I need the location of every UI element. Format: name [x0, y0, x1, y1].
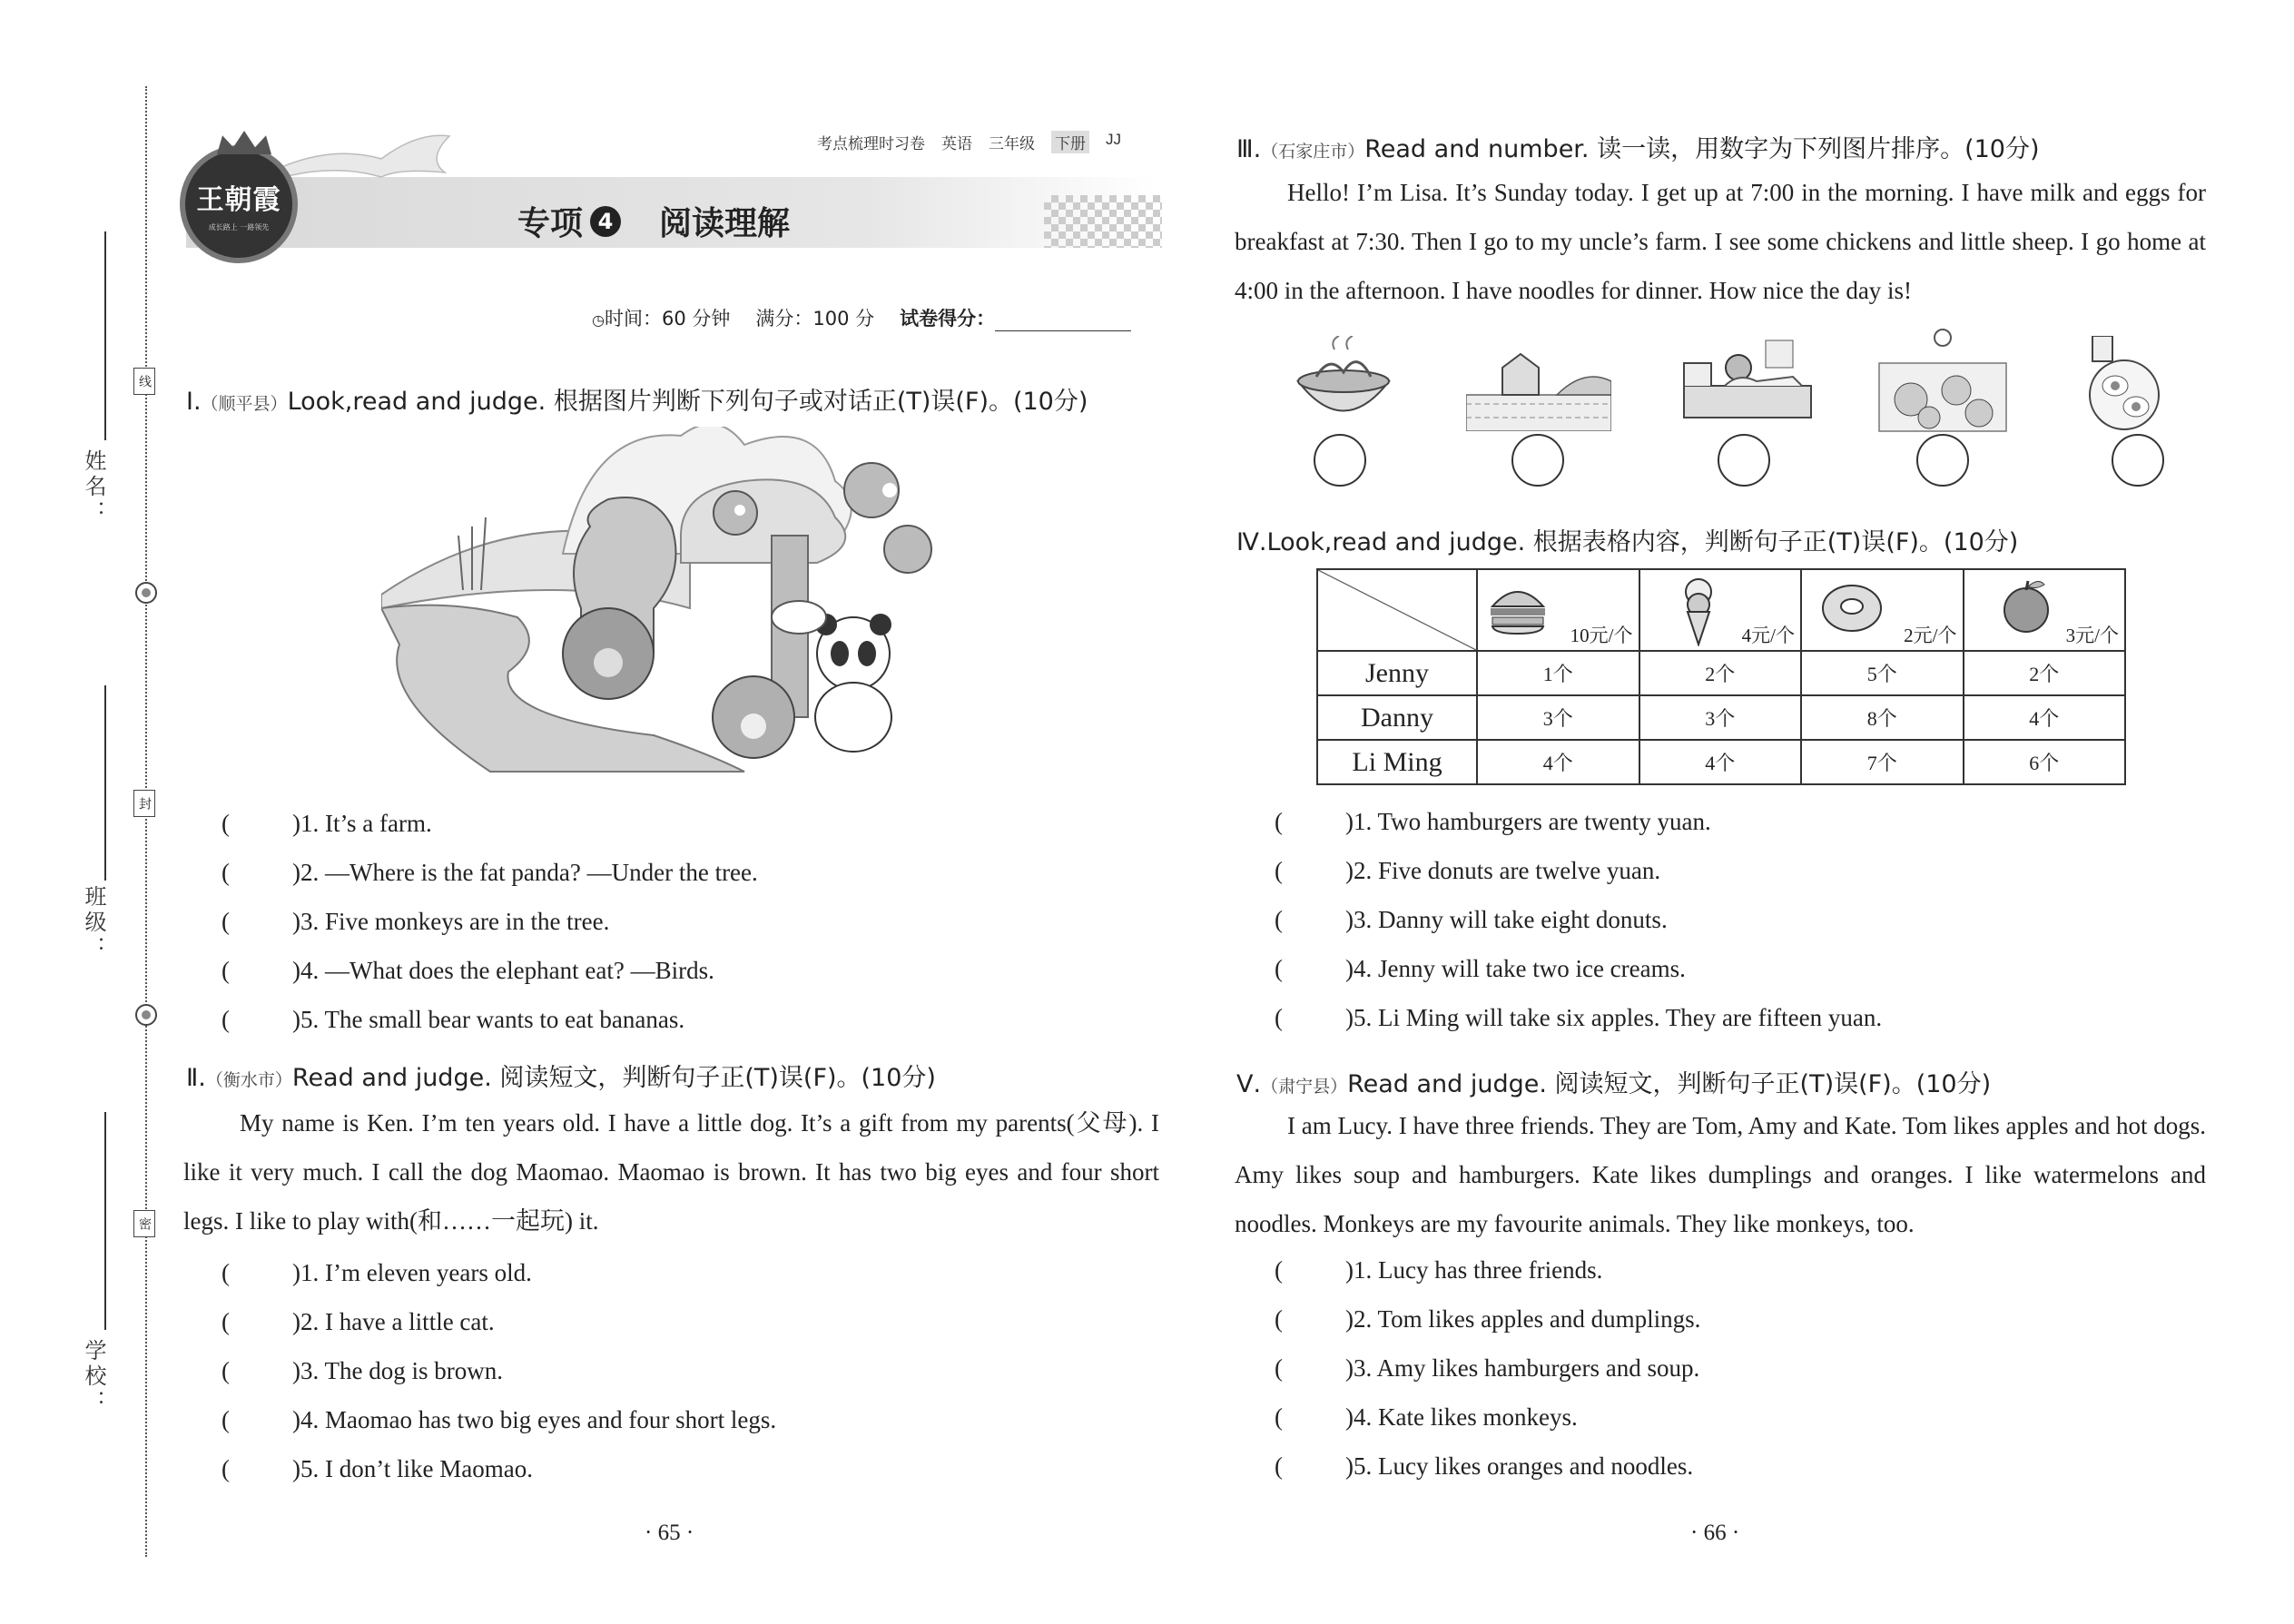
picture-row: [1275, 327, 2183, 490]
table-cell: 4个: [1964, 695, 2126, 740]
table-cell: 5个: [1801, 651, 1964, 695]
item-header-ice-cream: [1639, 569, 1802, 651]
noodles-icon: [1289, 336, 1398, 431]
price-label: 10元/个: [1570, 625, 1633, 646]
answer-circle[interactable]: [1718, 434, 1770, 487]
apple-icon: [1999, 577, 2053, 634]
section-source: （石家庄市）: [1261, 142, 1365, 162]
question-item: [1275, 1245, 1700, 1294]
question-text: )1. Lucy has three friends.: [1345, 1256, 1603, 1284]
series-info: [817, 131, 1121, 153]
section4-questions: [1275, 797, 1882, 1042]
table-header-row: [1317, 569, 2125, 651]
section4-heading: [1236, 522, 2018, 557]
section1-heading: [186, 381, 1088, 417]
class-label: 班级：: [81, 885, 106, 961]
name-line: [104, 231, 106, 440]
answer-circle[interactable]: [2112, 434, 2164, 487]
section5-questions: [1275, 1245, 1700, 1491]
question-item: [222, 1444, 776, 1493]
question-text: )5. Lucy likes oranges and noodles.: [1345, 1452, 1694, 1480]
question-item: [1275, 1442, 1700, 1491]
time-info: [592, 304, 730, 331]
paper-score-field[interactable]: [995, 310, 1131, 331]
question-item: [222, 897, 758, 946]
title-text: 阅读理解: [659, 205, 791, 242]
farm-icon: [1466, 340, 1611, 431]
question-text: )2. —Where is the fat panda? —Under the tree.: [292, 859, 758, 886]
answer-blank[interactable]: (: [1275, 808, 1283, 835]
question-item: [222, 1346, 776, 1395]
hamburger-icon: [1489, 581, 1547, 635]
question-item: [1275, 1294, 1700, 1343]
question-item: [222, 1395, 776, 1444]
item-header-apple: [1964, 569, 2126, 651]
sheep-icon: [1875, 327, 2011, 436]
question-text: )2. Five donuts are twelve yuan.: [1345, 857, 1661, 884]
flower-icon: [134, 581, 158, 605]
item-header-donut: [1801, 569, 1964, 651]
binding-margin: [0, 0, 163, 1624]
question-text: )4. Jenny will take two ice creams.: [1345, 955, 1686, 982]
class-line: [104, 685, 106, 881]
score-label: 满分：100 分: [755, 308, 875, 330]
page-number-right: · 66 ·: [1690, 1521, 1740, 1545]
question-text: )5. I don’t like Maomao.: [292, 1455, 533, 1482]
edition: JJ: [1106, 131, 1121, 148]
volume: 下册: [1051, 131, 1089, 153]
question-item: [1275, 797, 1882, 846]
exam-meta: [592, 304, 1131, 331]
section-instruction: Read and judge. 阅读短文，判断句子正(T)误(F)。(10分): [291, 1064, 936, 1092]
time-label: 时间：60 分钟: [604, 308, 731, 330]
question-item: [1275, 993, 1882, 1042]
answer-blank[interactable]: (: [1275, 1004, 1283, 1031]
series-name: 考点梳理时习卷: [817, 135, 925, 153]
subject: 英语: [941, 135, 972, 153]
table-cell: 3个: [1639, 695, 1802, 740]
question-text: )5. The small bear wants to eat bananas.: [292, 1006, 685, 1033]
row-name: Jenny: [1317, 651, 1477, 695]
question-item: [222, 799, 758, 848]
title-number: 4: [590, 206, 621, 237]
section5-heading: [1236, 1064, 1991, 1099]
price-label: 2元/个: [1904, 625, 1957, 646]
question-item: [1275, 846, 1882, 895]
paper-score: [900, 304, 1131, 331]
section-number: Ⅱ.: [186, 1064, 206, 1092]
question-text: )4. —What does the elephant eat? —Birds.: [292, 957, 714, 984]
answer-blank[interactable]: (: [222, 859, 230, 886]
answer-blank[interactable]: (: [222, 908, 230, 935]
question-text: )1. It’s a farm.: [292, 810, 432, 837]
section-number: Ⅲ.: [1236, 135, 1262, 163]
section-number: Ⅳ.: [1236, 528, 1267, 556]
question-text: )4. Maomao has two big eyes and four short legs.: [292, 1406, 777, 1433]
question-text: )4. Kate likes monkeys.: [1345, 1403, 1578, 1431]
question-text: )3. Danny will take eight donuts.: [1345, 906, 1668, 933]
seal-mark-line: 线: [133, 368, 155, 395]
donut-icon: [1820, 583, 1884, 634]
section3-heading: [1236, 129, 2040, 164]
answer-blank[interactable]: (: [1275, 906, 1283, 933]
table-cell: 7个: [1801, 740, 1964, 784]
table-cell: 6个: [1964, 740, 2126, 784]
answer-circle[interactable]: [1511, 434, 1564, 487]
question-text: )3. Five monkeys are in the tree.: [292, 908, 610, 935]
answer-blank[interactable]: (: [222, 1308, 230, 1335]
price-table: [1316, 568, 2126, 785]
get-up-icon: [1675, 336, 1820, 431]
zoo-illustration: [381, 427, 980, 776]
ice-cream-icon: [1680, 576, 1717, 646]
question-item: [222, 946, 758, 995]
question-item: [222, 995, 758, 1044]
answer-blank[interactable]: (: [1275, 1354, 1283, 1382]
section-instruction: Read and number. 读一读，用数字为下列图片排序。(10分): [1364, 135, 2040, 163]
question-item: [222, 848, 758, 897]
table-cell: 4个: [1639, 740, 1802, 784]
answer-blank[interactable]: (: [222, 1406, 230, 1433]
question-text: )2. I have a little cat.: [292, 1308, 495, 1335]
item-header-hamburger: [1477, 569, 1639, 651]
page-title: [517, 198, 790, 244]
table-cell: 3个: [1477, 695, 1639, 740]
section2-heading: [186, 1058, 936, 1093]
answer-blank[interactable]: (: [1275, 1452, 1283, 1480]
question-text: )1. I’m eleven years old.: [292, 1259, 532, 1286]
question-item: [1275, 1343, 1700, 1393]
breakfast-icon: [2074, 336, 2165, 436]
question-item: [222, 1297, 776, 1346]
question-text: )3. Amy likes hamburgers and soup.: [1345, 1354, 1700, 1382]
answer-blank[interactable]: (: [222, 810, 230, 837]
row-name: Danny: [1317, 695, 1477, 740]
table-cell: 4个: [1477, 740, 1639, 784]
section-number: Ⅴ.: [1236, 1070, 1262, 1098]
title-prefix: 专项: [517, 205, 584, 242]
logo-motto: 成长路上 一路领先: [208, 222, 270, 231]
question-item: [1275, 895, 1882, 944]
answer-blank[interactable]: (: [222, 1006, 230, 1033]
page-number-left: · 65 ·: [645, 1521, 694, 1545]
section-instruction: Read and judge. 阅读短文，判断句子正(T)误(F)。(10分): [1347, 1070, 1992, 1098]
question-item: [1275, 944, 1882, 993]
section2-passage: My name is Ken. I’m ten years old. I have a little dog. It’s a gift from my parents(父母). I like it very much. I call the dog Maomao. Maomao is brown. It has two big eyes and four short legs. I like to play with(和……一起玩) it.: [183, 1109, 1159, 1235]
question-item: [1275, 1393, 1700, 1442]
question-text: )2. Tom likes apples and dumplings.: [1345, 1305, 1701, 1333]
price-label: 3元/个: [2065, 625, 2119, 646]
question-text: )3. The dog is brown.: [292, 1357, 503, 1384]
answer-blank[interactable]: (: [1275, 1256, 1283, 1284]
section-source: （肃宁县）: [1261, 1077, 1348, 1097]
answer-circle[interactable]: [1916, 434, 1969, 487]
question-text: )1. Two hamburgers are twenty yuan.: [1345, 808, 1711, 835]
header-checker: [1044, 195, 1162, 248]
answer-blank[interactable]: (: [222, 957, 230, 984]
flower-icon: [134, 1003, 158, 1027]
seal-mark-seal: 封: [133, 790, 155, 817]
table-cell: 1个: [1477, 651, 1639, 695]
question-text: )5. Li Ming will take six apples. They are fifteen yuan.: [1345, 1004, 1883, 1031]
section3-passage: Hello! I’m Lisa. It’s Sunday today. I get up at 7:00 in the morning. I have milk and eggs for breakfast at 7:30. Then I go to my uncle’s farm. I see some chickens and little sheep. I go home at 4:00 in the afternoon. I have noodles for dinner. How nice the day is!: [1235, 179, 2206, 304]
section-source: （顺平县）: [201, 394, 288, 414]
clock-icon: ◷: [592, 311, 605, 329]
table-row: [1317, 695, 2125, 740]
logo-text: 王朝霞: [196, 183, 281, 216]
section-instruction: Look,read and judge. 根据图片判断下列句子或对话正(T)误(F)。(10分): [287, 388, 1088, 416]
diagonal-corner: [1317, 569, 1477, 651]
table-cell: 2个: [1639, 651, 1802, 695]
row-name: Li Ming: [1317, 740, 1477, 784]
section-instruction: Look,read and judge. 根据表格内容，判断句子正(T)误(F)。(10分): [1266, 528, 2019, 556]
paper-score-label: 试卷得分：: [900, 308, 996, 330]
section-source: （衡水市）: [205, 1070, 292, 1090]
section-number: Ⅰ.: [186, 388, 202, 416]
section5-passage: I am Lucy. I have three friends. They are Tom, Amy and Kate. Tom likes apples and hot dogs. Amy likes soup and hamburgers. Kate likes dumplings and oranges. I like watermelons and noodles. Monkeys are my favourite animals. They like monkeys, too.: [1235, 1112, 2206, 1237]
table-cell: 2个: [1964, 651, 2126, 695]
section1-questions: [222, 799, 758, 1044]
logo-badge: [180, 145, 298, 263]
answer-blank[interactable]: (: [222, 1455, 230, 1482]
table-row: [1317, 651, 2125, 695]
answer-blank[interactable]: (: [1275, 955, 1283, 982]
answer-blank[interactable]: (: [222, 1259, 230, 1286]
section2-questions: [222, 1248, 776, 1493]
question-item: [222, 1248, 776, 1297]
table-row: [1317, 740, 2125, 784]
answer-circle[interactable]: [1314, 434, 1366, 487]
school-line: [104, 1112, 106, 1330]
answer-blank[interactable]: (: [1275, 857, 1283, 884]
table-cell: 8个: [1801, 695, 1964, 740]
name-label: 姓名：: [81, 449, 106, 526]
answer-blank[interactable]: (: [222, 1357, 230, 1384]
seal-mark-secret: 密: [133, 1210, 155, 1237]
school-label: 学校：: [81, 1339, 106, 1415]
grade: 三年级: [989, 135, 1035, 153]
cut-line: [145, 86, 147, 1557]
price-label: 4元/个: [1741, 625, 1795, 646]
answer-blank[interactable]: (: [1275, 1403, 1283, 1431]
answer-blank[interactable]: (: [1275, 1305, 1283, 1333]
